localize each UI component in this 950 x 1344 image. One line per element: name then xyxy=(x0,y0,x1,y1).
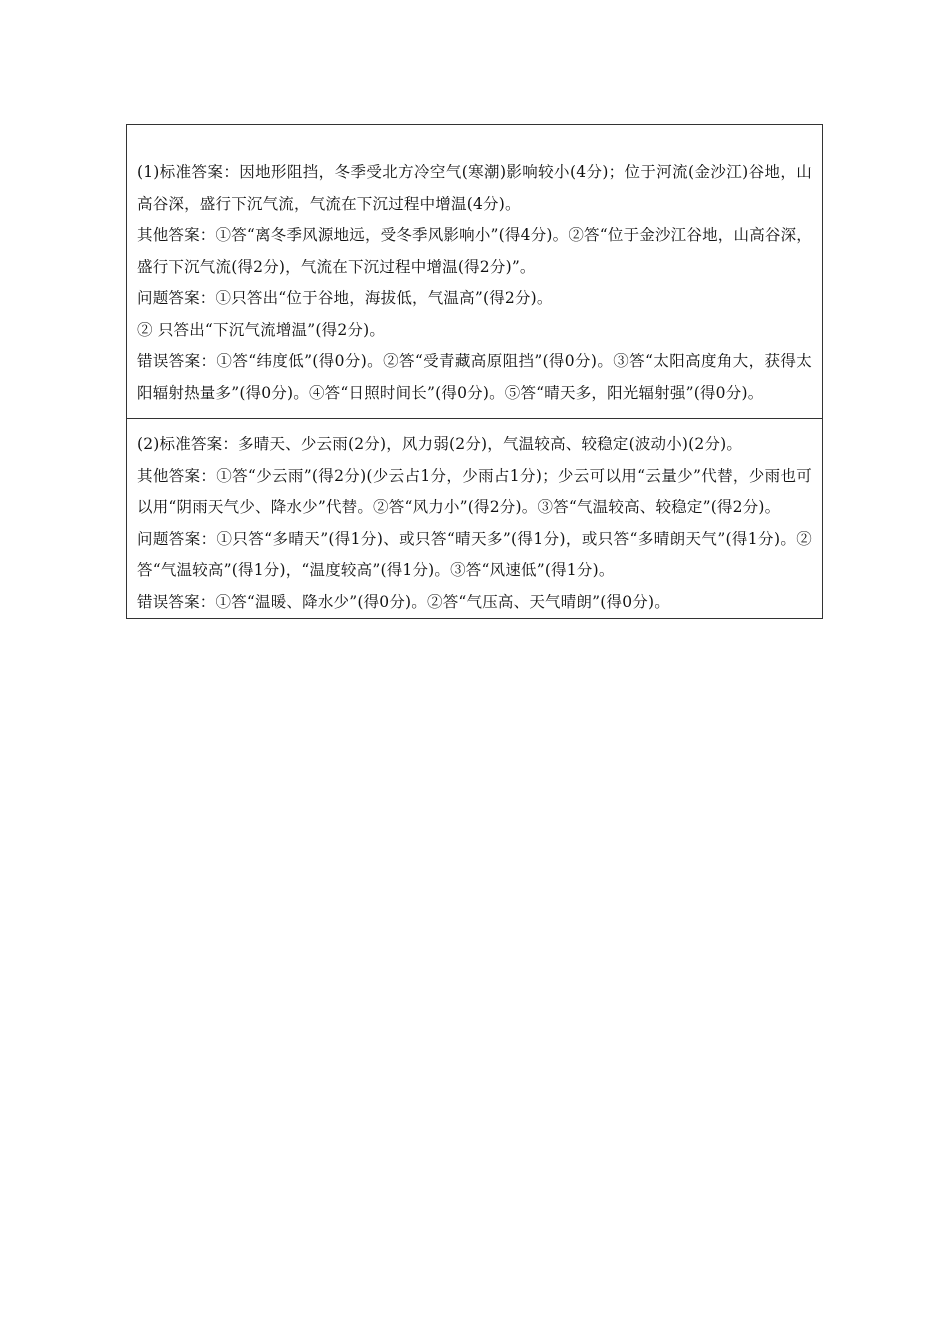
answer-cell-1 xyxy=(127,125,822,419)
problem-answer-1a: 问题答案：①只答出“位于谷地，海拔低，气温高”(得2分)。 xyxy=(137,289,553,307)
wrong-answer-2: 错误答案：①答“温暖、降水少”(得0分)。②答“气压高、天气晴朗”(得0分)。 xyxy=(137,592,670,611)
standard-answer-2: (2)标准答案：多晴天、少云雨(2分)，风力弱(2分)，气温较高、较稳定(波动小)(2分)。 xyxy=(137,435,743,453)
answer-table xyxy=(126,124,823,619)
other-answer-2: 其他答案：①答“少云雨”(得2分)(少云占1分，少雨占1分)；少云可以用“云量少”代替，少雨也可以用“阴雨天气少、降水少”代替。②答“风力小”(得2分)。③答“气温较高、较稳定”(得2分)。 xyxy=(137,466,812,516)
answer-cell-2 xyxy=(127,419,822,618)
standard-answer-1: (1)标准答案：因地形阻挡，冬季受北方冷空气(寒潮)影响较小(4分)；位于河流(金沙江)谷地，山高谷深，盛行下沉气流，气流在下沉过程中增温(4分)。 xyxy=(137,163,812,213)
problem-answer-1b: ② 只答出“下沉气流增温”(得2分)。 xyxy=(137,320,386,339)
wrong-answer-1: 错误答案：①答“纬度低”(得0分)。②答“受青藏高原阻挡”(得0分)。③答“太阳高度角大，获得太阳辐射热量多”(得0分)。④答“日照时间长”(得0分)。⑤答“晴天多，阳光辐射强”(得0分)。 xyxy=(137,352,812,402)
other-answer-1: 其他答案：①答“离冬季风源地远，受冬季风影响小”(得4分)。②答“位于金沙江谷地，山高谷深，盛行下沉气流(得2分)，气流在下沉过程中增温(得2分)”。 xyxy=(137,226,812,276)
problem-answer-2: 问题答案：①只答“多晴天”(得1分)、或只答“晴天多”(得1分)，或只答“多晴朗天气”(得1分)。②答“气温较高”(得1分)，“温度较高”(得1分)。③答“风速低”(得1分)。 xyxy=(137,529,812,579)
